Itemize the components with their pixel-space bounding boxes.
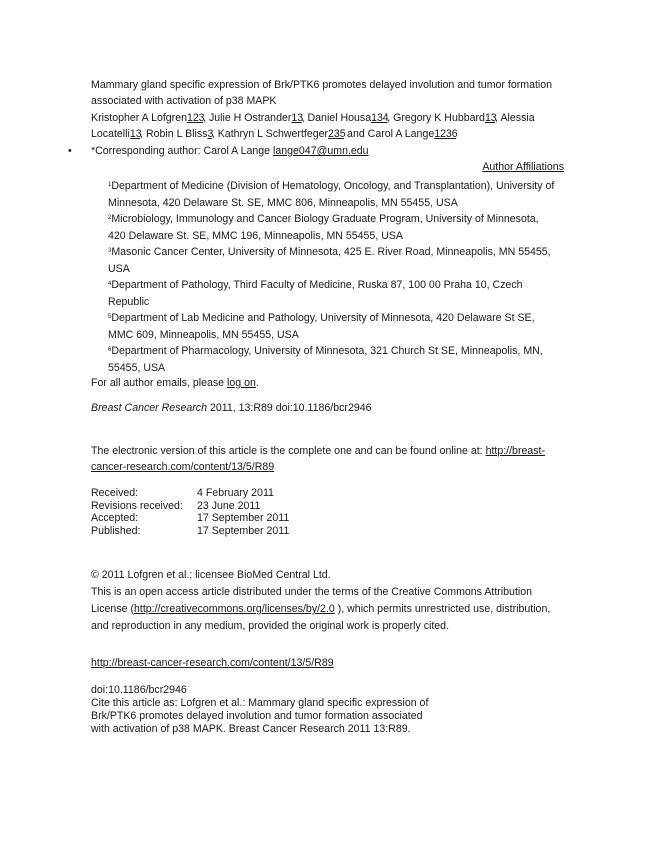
author-name: Carol A Lange bbox=[367, 128, 435, 140]
dates-table bbox=[91, 487, 289, 537]
author-affiliations-link[interactable]: Author Affiliations bbox=[482, 161, 564, 173]
author-affiliation-refs-link[interactable]: 1 3 4 bbox=[371, 112, 388, 124]
date-value: 4 February 2011 bbox=[197, 487, 274, 499]
emails-note-suffix: . bbox=[255, 377, 259, 389]
affiliation-6 bbox=[108, 343, 568, 376]
affiliation-number: 4 bbox=[108, 281, 112, 287]
electronic-version-line-2 bbox=[91, 461, 274, 474]
author-separator: and bbox=[344, 128, 368, 140]
affiliation-number: 6 bbox=[108, 347, 112, 353]
author-name: Gregory K Hubbard bbox=[393, 112, 485, 124]
doi: doi:10.1186/bcr2946 bbox=[91, 684, 187, 696]
journal-citation bbox=[91, 402, 372, 415]
author-name: Kristopher A Lofgren bbox=[91, 112, 187, 124]
affiliation-5 bbox=[108, 310, 568, 343]
article-url-link[interactable]: http://breast-cancer-research.com/content/13/5/R89 bbox=[91, 657, 334, 669]
date-row bbox=[91, 487, 289, 500]
author-affiliation-refs-link[interactable]: 1 2 3 bbox=[187, 112, 204, 124]
author-name: Julie H Ostrander bbox=[208, 112, 292, 124]
cite-line-1: Cite this article as: Lofgren et al.: Mammary gland specific expression of bbox=[91, 697, 429, 709]
citation-details: 2011, 13:R89 doi:10.1186/bcr2946 bbox=[207, 402, 372, 414]
corresponding-author-label: Corresponding author: Carol A Lange bbox=[95, 145, 271, 157]
author-name: Locatelli bbox=[91, 128, 130, 140]
article-url-link-part-1[interactable]: http://breast- bbox=[485, 445, 546, 457]
affiliation-number: 2 bbox=[108, 215, 112, 221]
license-line-2-prefix: License ( bbox=[91, 603, 134, 615]
author-name: Kathryn L Schwertfeger bbox=[217, 128, 329, 140]
author-separator: , bbox=[211, 128, 218, 140]
affiliation-line: Republic bbox=[108, 295, 150, 308]
affiliation-3 bbox=[108, 244, 568, 277]
affiliation-4 bbox=[108, 277, 568, 310]
article-url-link-part-2[interactable]: cancer-research.com/content/13/5/R89 bbox=[91, 461, 275, 473]
affiliation-line: USA bbox=[108, 262, 130, 275]
article-title-line-2: associated with activation of p38 MAPK bbox=[91, 95, 277, 107]
author-affiliations-row bbox=[482, 161, 564, 174]
license-line-2 bbox=[91, 603, 550, 616]
license-line-3: and reproduction in any medium, provided the original work is properly cited. bbox=[91, 620, 450, 632]
electronic-version-text: The electronic version of this article is the complete one and can be found online at: bbox=[91, 445, 486, 457]
author-affiliation-refs-link[interactable]: 1 3 bbox=[484, 112, 496, 124]
affiliation-number: 3 bbox=[108, 248, 112, 254]
license-line-2-suffix: ), which permits unrestricted use, distribution, bbox=[334, 603, 551, 615]
affiliation-line: Department of Pharmacology, University of Minnesota, 321 Church St SE, Minneapolis, MN, bbox=[111, 345, 543, 357]
affiliation-line: Minnesota, 420 Delaware St. SE, MMC 806, Minneapolis, MN 55455, USA bbox=[108, 196, 458, 209]
date-label: Published: bbox=[91, 524, 141, 537]
author-affiliation-refs-link[interactable]: 1 3 bbox=[129, 128, 141, 140]
author-separator: , bbox=[301, 112, 308, 124]
affiliation-line: Microbiology, Immunology and Cancer Biology Graduate Program, University of Minnesota, bbox=[111, 213, 539, 225]
author-name: Daniel Housa bbox=[307, 112, 372, 124]
corresponding-author bbox=[91, 145, 369, 158]
affiliation-line: MMC 609, Minneapolis, MN 55455, USA bbox=[108, 328, 299, 341]
affiliation-line: Masonic Cancer Center, University of Minnesota, 425 E. River Road, Minneapolis, MN 55455, bbox=[111, 246, 551, 258]
author-separator: , bbox=[203, 112, 209, 124]
affiliation-line: 420 Delaware St. SE, MMC 196, Minneapolis, MN 55455, USA bbox=[108, 229, 403, 242]
date-row bbox=[91, 500, 289, 513]
electronic-version-line-1 bbox=[91, 445, 545, 458]
affiliation-line: Department of Medicine (Division of Hematology, Oncology, and Transplantation), University of bbox=[111, 180, 555, 192]
affiliation-number: 5 bbox=[108, 314, 112, 320]
journal-name: Breast Cancer Research bbox=[91, 402, 207, 414]
cite-line-2: Brk/PTK6 promotes delayed involution and tumor formation associated bbox=[91, 710, 423, 722]
affiliation-line: 55455, USA bbox=[108, 361, 166, 374]
license-line-1: This is an open access article distributed under the terms of the Creative Commons Attribution bbox=[91, 586, 533, 598]
author-separator: , bbox=[495, 112, 501, 124]
emails-note-prefix: For all author emails, please bbox=[91, 377, 228, 389]
author-affiliation-refs-link[interactable]: 3 bbox=[207, 128, 212, 140]
affiliation-1 bbox=[108, 178, 568, 211]
author-affiliation-refs-link[interactable]: 1 3 bbox=[291, 112, 302, 124]
author-list-line-2 bbox=[91, 128, 456, 141]
author-affiliation-refs-link[interactable]: 1 2 3 6 bbox=[434, 128, 457, 140]
date-label: Received: bbox=[91, 487, 139, 499]
emails-note bbox=[91, 377, 259, 390]
author-separator: , bbox=[140, 128, 146, 140]
author-name: Robin L Bliss bbox=[146, 128, 208, 140]
article-url-row bbox=[91, 657, 334, 670]
article-title-line-1: Mammary gland specific expression of Brk/PTK6 promotes delayed involution and tumor formation bbox=[91, 79, 553, 91]
affiliation-line: Department of Lab Medicine and Pathology, University of Minnesota, 420 Delaware St SE, bbox=[111, 312, 535, 324]
date-label: Accepted: bbox=[91, 512, 139, 524]
bullet-icon: • bbox=[68, 145, 72, 157]
affiliation-line: Department of Pathology, Third Faculty of Medicine, Ruska 87, 100 00 Praha 10, Czech bbox=[111, 279, 523, 291]
log-on-link[interactable]: log on bbox=[227, 377, 256, 389]
creative-commons-link[interactable]: http://creativecommons.org/licenses/by/2.0 bbox=[134, 603, 335, 615]
asterisk: * bbox=[91, 145, 96, 157]
corresponding-email-link[interactable]: lange047@umn.edu bbox=[273, 145, 369, 157]
date-value: 17 September 2011 bbox=[197, 524, 290, 537]
copyright: © 2011 Lofgren et al.; licensee BioMed Central Ltd. bbox=[91, 569, 331, 581]
author-affiliation-refs-link[interactable]: 2 3 5 bbox=[328, 128, 345, 140]
date-label: Revisions received: bbox=[91, 499, 183, 512]
author-name: Alessia bbox=[500, 112, 535, 124]
affiliation-number: 1 bbox=[108, 182, 112, 188]
date-value: 17 September 2011 bbox=[197, 512, 290, 524]
author-list-line-1 bbox=[91, 112, 535, 125]
date-value: 23 June 2011 bbox=[197, 499, 261, 512]
date-row bbox=[91, 512, 289, 525]
author-separator: , bbox=[387, 112, 394, 124]
date-row bbox=[91, 525, 289, 538]
cite-line-3: with activation of p38 MAPK. Breast Cancer Research 2011 13:R89. bbox=[91, 723, 411, 735]
affiliation-2 bbox=[108, 211, 568, 244]
